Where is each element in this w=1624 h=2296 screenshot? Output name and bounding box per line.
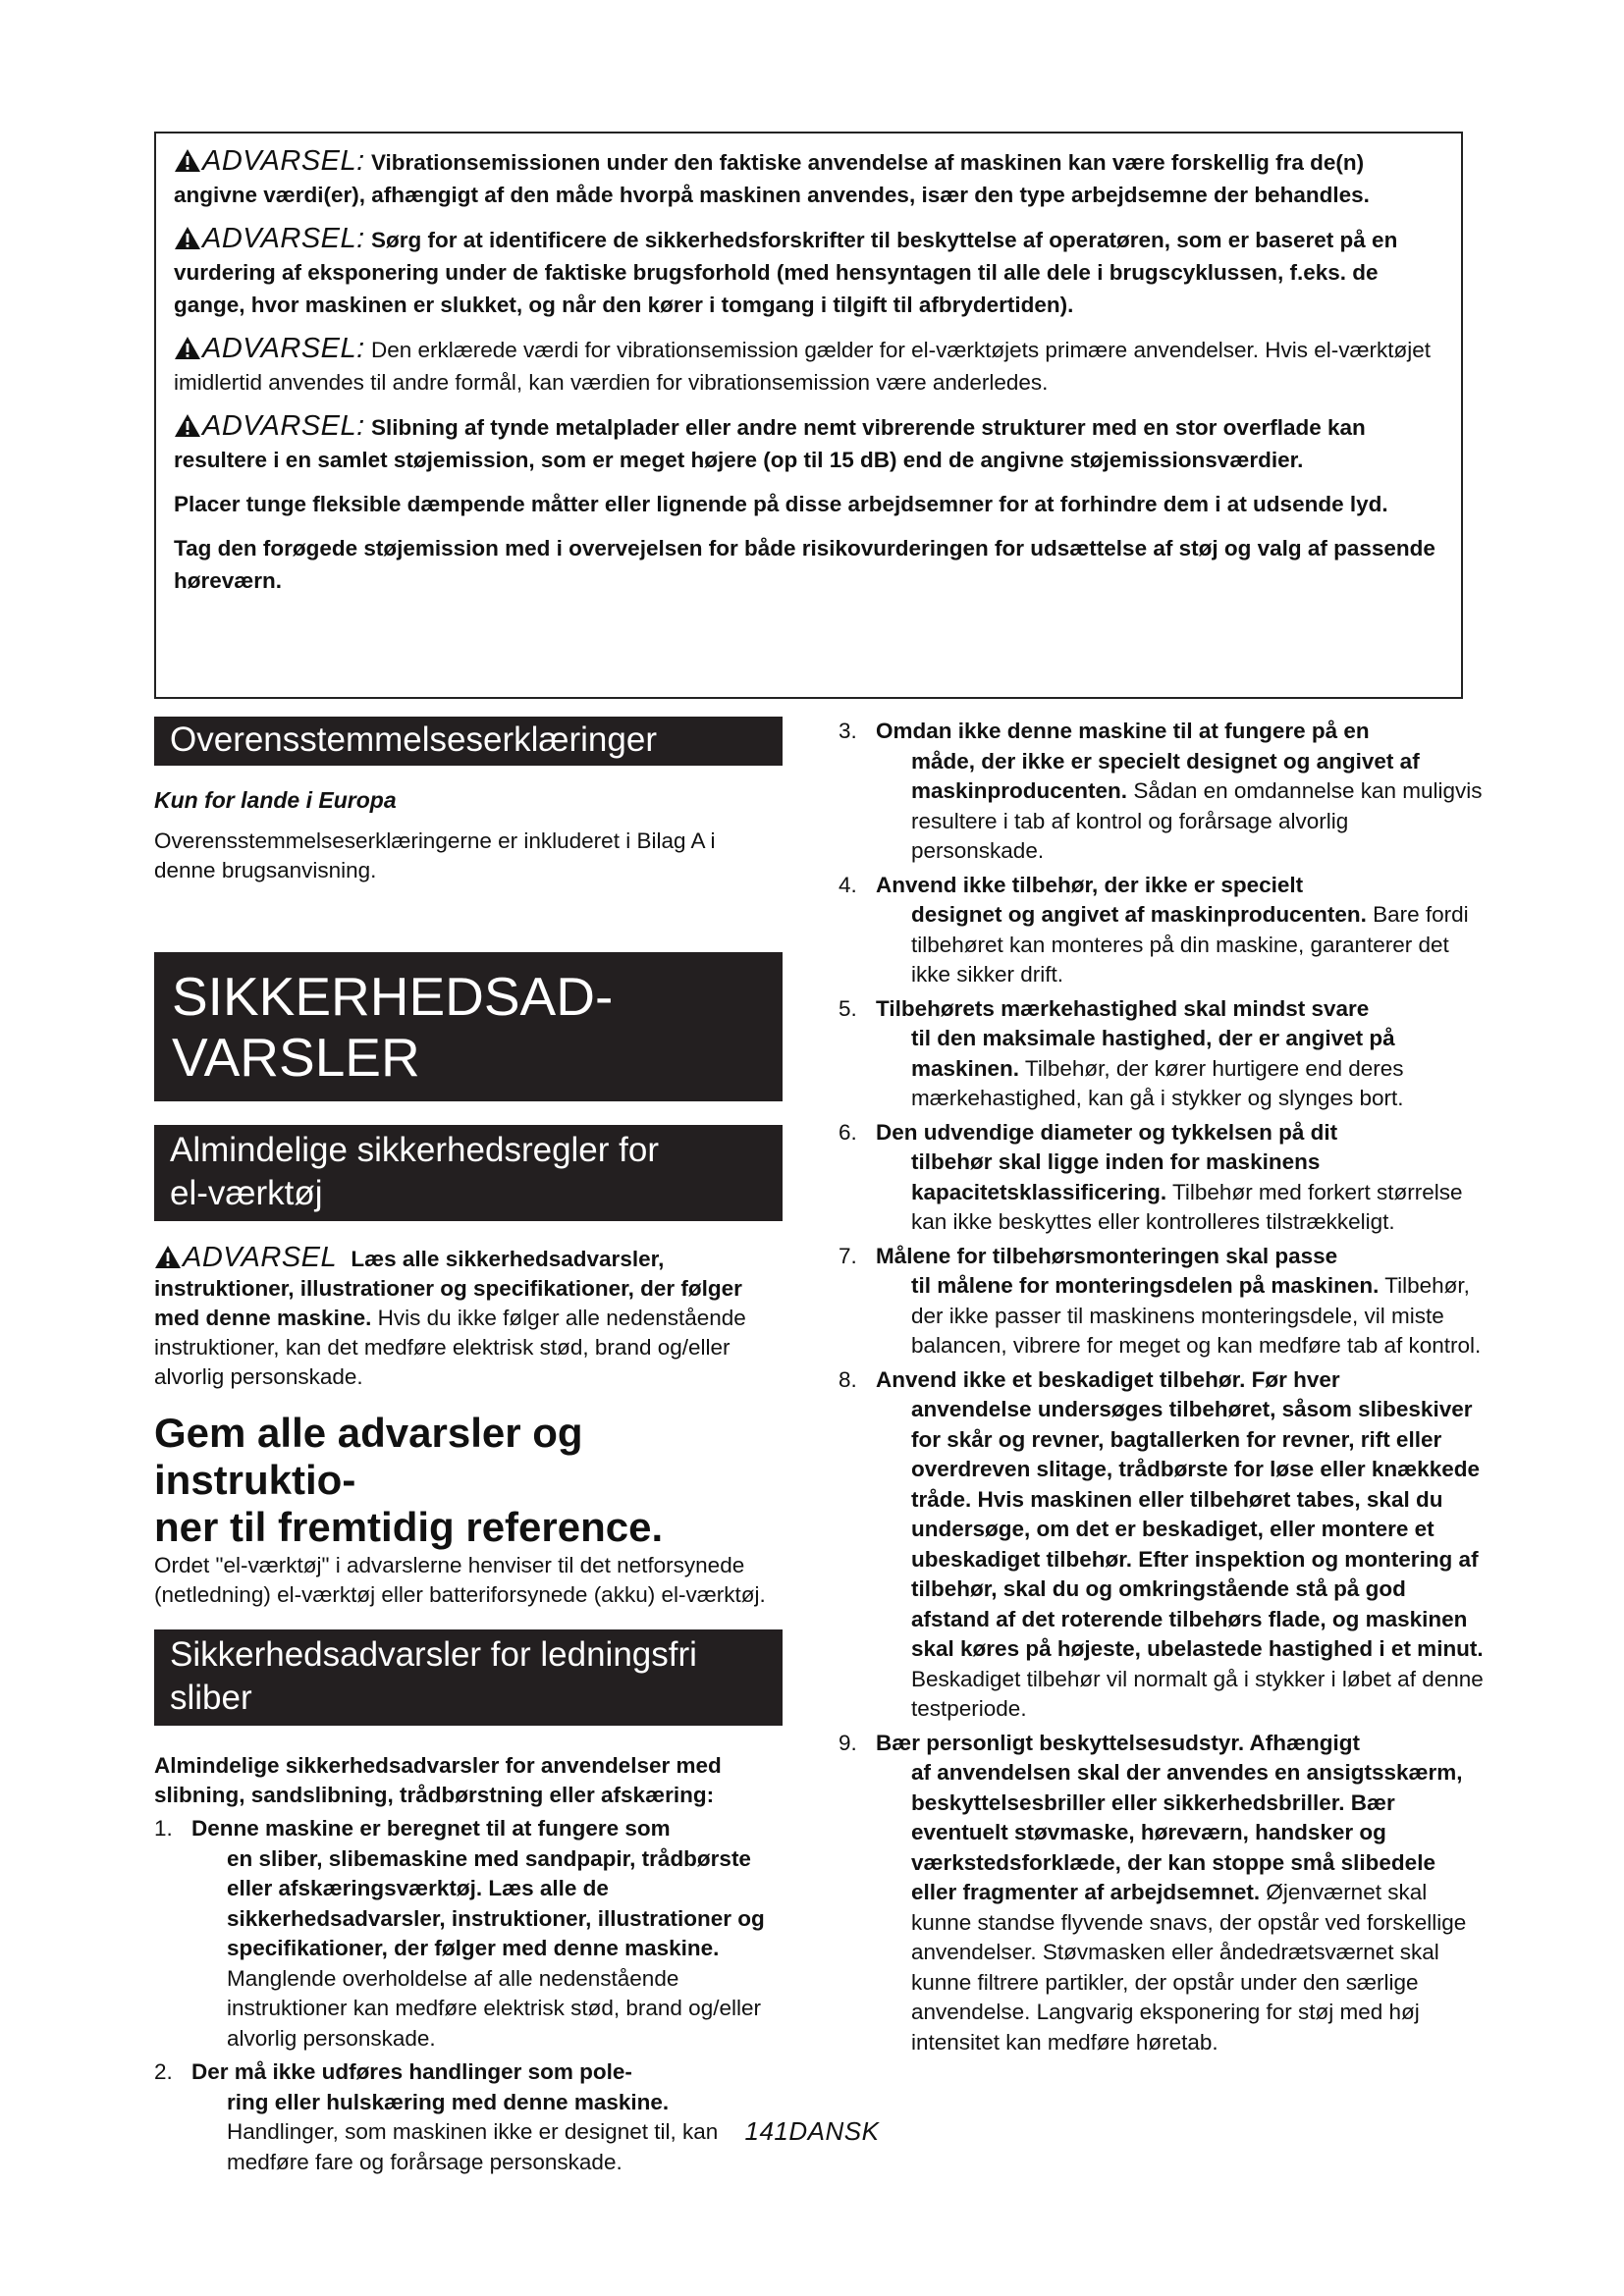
item-text: Bare fordi tilbehøret kan monteres på din maskine, garanterer det ikke sikker drift. — [911, 902, 1469, 987]
item-bold-text: ring eller hulskæring med denne maskine. — [227, 2089, 670, 2114]
list-item — [839, 1242, 1487, 1362]
general-rules-heading — [154, 1125, 783, 1221]
warning-triangle-icon — [174, 148, 201, 173]
page-footer: 141DANSK — [744, 2116, 880, 2146]
item-number: 9. — [839, 1730, 857, 1755]
warning-triangle-icon — [154, 1245, 182, 1269]
warning-para-2: Tag den forøgede støjemission med i overvejelsen for både risikovurderingen for udsættelse af støj og valg af passende høreværn. — [174, 536, 1435, 593]
list-item — [839, 1365, 1487, 1725]
general-warning-text: Hvis du ikke følger alle nedenstående instruktioner, kan det medføre elektrisk stød, brand og/eller alvorlig personskade. — [154, 1306, 746, 1389]
item-first-line: Omdan ikke denne maskine til at fungere på en — [876, 719, 1370, 743]
item-text: Beskadiget tilbehør vil normalt gå i stykker i løbet af denne testperiode. — [911, 1666, 1484, 1721]
cordless-grinder-heading — [154, 1629, 783, 1726]
item-first-line: Bær personligt beskyttelsesudstyr. Afhængigt — [876, 1730, 1361, 1755]
item-number: 4. — [839, 872, 857, 897]
warning-label: ADVARSEL: — [202, 223, 365, 254]
item-bold-text: tilbehør skal ligge inden for maskinens kapacitetsklassificering. — [911, 1149, 1321, 1204]
item-text: Tilbehør, der ikke passer til maskinens monteringsdele, vil miste balancen, vibrere for meget og kan medføre tab af kontrol. — [911, 1273, 1482, 1358]
cordless-heading-line-1: Sikkerhedsadvarsler for ledningsfri — [170, 1635, 697, 1674]
cordless-heading-line-2: sliber — [170, 1679, 252, 1717]
item-text: Tilbehør, der kører hurtigere end deres mærkehastighed, kan gå i stykker og slynges bort. — [911, 1055, 1404, 1110]
item-first-line: Denne maskine er beregnet til at fungere som — [191, 1816, 671, 1841]
item-first-line: Der må ikke udføres handlinger som pole- — [191, 2059, 632, 2084]
item-first-line: Anvend ikke tilbehør, der ikke er specielt — [876, 872, 1304, 897]
conformity-text: Overensstemmelseserklæringerne er inkluderet i Bilag A i denne brugsanvisning. — [154, 828, 716, 882]
item-first-line: Anvend ikke et beskadiget tilbehør. Før hver — [876, 1366, 1340, 1392]
warning-3 — [174, 333, 1445, 399]
item-bold-text: designet og angivet af maskinproducenten. — [911, 902, 1367, 927]
keep-heading-line-2: ner til fremtidig reference. — [154, 1504, 664, 1550]
item-number: 1. — [154, 1816, 173, 1841]
left-column — [154, 717, 783, 2181]
warning-para-1: Placer tunge fleksible dæmpende måtter eller lignende på disse arbejdsemner for at forhindre dem i at udsende lyd. — [174, 492, 1388, 516]
warning-4 — [174, 410, 1445, 476]
warning-text: Slibning af tynde metalplader eller andre nemt vibrerende strukturer med en stor overflade kan resultere i en samlet støjemission, som er meget højere (op til 15 dB) end de angivne støjemissionsværdier. — [174, 415, 1366, 472]
warning-label: ADVARSEL: — [202, 145, 365, 177]
warning-triangle-icon — [174, 226, 201, 250]
warning-2 — [174, 223, 1445, 321]
warning-text: Den erklærede værdi for vibrationsemission gælder for el-værktøjets primære anvendelser. Hvis el-værktøjet imidlertid anvendes til andre formål, kan værdien for vibrationsemission være anderledes. — [174, 338, 1432, 395]
item-number: 5. — [839, 995, 857, 1021]
warning-triangle-icon — [174, 413, 201, 438]
item-number: 3. — [839, 719, 857, 743]
list-item — [839, 871, 1487, 990]
warning-text: Vibrationsemissionen under den faktiske anvendelse af maskinen kan være forskellig fra de(n) angivne værdi(er), afhængigt af den måde hvorpå maskinen anvendes, især den type arbejdsemne der behandles. — [174, 150, 1370, 207]
item-bold-text: til målene for monteringsdelen på maskinen. — [911, 1273, 1380, 1298]
item-text: Handlinger, som maskinen ikke er designet til, kan medføre fare og forårsage personskade. — [227, 2119, 719, 2174]
safety-heading-line-1: SIKKERHEDSAD- — [172, 966, 614, 1027]
item-number: 6. — [839, 1119, 857, 1145]
general-heading-line-1: Almindelige sikkerhedsregler for — [170, 1131, 659, 1169]
item-text: Manglende overholdelse af alle nedenstående instruktioner kan medføre elektrisk stød, brand og/eller alvorlig personskade. — [227, 1965, 761, 2051]
general-warning-bold: Læs alle sikkerhedsadvarsler, instruktioner, illustrationer og specifikationer, der følger med denne maskine. — [154, 1247, 742, 1330]
list-item — [839, 1118, 1487, 1238]
general-warning — [154, 1243, 783, 1392]
keep-instructions-heading — [154, 1410, 783, 1551]
general-warning-label: ADVARSEL — [183, 1242, 338, 1273]
right-column — [839, 717, 1487, 2061]
item-bold-text: en sliber, slibemaskine med sandpapir, trådbørste eller afskæringsværktøj. Læs alle de sikkerhedsadvarsler, instruktioner, illustrationer og specifikationer, der følger med denne maskine. — [227, 1845, 765, 1960]
list-item — [154, 1814, 783, 2054]
item-text: Tilbehør med forkert størrelse kan ikke beskyttes eller kontrolleres tilstrækkeligt. — [911, 1179, 1463, 1234]
common-warnings-intro: Almindelige sikkerhedsadvarsler for anvendelser med slibning, sandslibning, trådbørstning eller afskæring: — [154, 1753, 722, 1807]
general-heading-line-2: el-værktøj — [170, 1174, 323, 1212]
list-item — [839, 717, 1487, 867]
item-first-line: Den udvendige diameter og tykkelsen på dit — [876, 1119, 1338, 1145]
warning-box — [154, 132, 1463, 699]
item-number: 8. — [839, 1366, 857, 1392]
right-numbered-list — [839, 717, 1487, 2057]
safety-warnings-heading — [154, 952, 783, 1101]
item-bold-text: måde, der ikke er specielt designet og angivet af maskinproducenten. — [911, 748, 1420, 803]
item-text: Sådan en omdannelse kan muligvis resultere i tab af kontrol og forårsage alvorlig personskade. — [911, 778, 1483, 863]
warning-text: Sørg for at identificere de sikkerhedsforskrifter til beskyttelse af operatøren, som er baseret på en vurdering af eksponering under de faktiske brugsforhold (med hensyntagen til alle dele i brugscyklussen, f.eks. de gange, hvor maskinen er slukket, og når den kører i tomgang i tilgift til afbrydertiden). — [174, 228, 1398, 317]
warning-1 — [174, 145, 1445, 211]
list-item — [839, 994, 1487, 1114]
item-bold-text: til den maksimale hastighed, der er angivet på maskinen. — [911, 1026, 1395, 1081]
warning-label: ADVARSEL: — [202, 410, 365, 442]
item-number: 7. — [839, 1243, 857, 1268]
item-bold-text: af anvendelsen skal der anvendes en ansigtsskærm, beskyttelsesbriller eller sikkerhedsbriller. Bær eventuelt støvmaske, høreværn, handsker og værkstedsforklæde, der kan stoppe små slibedele eller fragmenter af arbejdsemnet. — [911, 1760, 1463, 1904]
item-bold-text: anvendelse undersøges tilbehøret, såsom slibeskiver for skår og revner, bagtallerken for revner, rift eller overdreven slitage, trådbørste for løse eller knækkede tråde. Hvis maskinen eller tilbehøret tabes, skal du undersøge, om det er beskadiget, eller montere et ubeskadiget tilbehør. Efter inspektion og montering af tilbehør, skal du og omkringstående stå på god afstand af det roterende tilbehørs flade, og maskinen skal køres på højeste, ubelastede hastighed i et minut. — [911, 1397, 1484, 1661]
keep-heading-line-1: Gem alle advarsler og instruktio- — [154, 1410, 583, 1503]
item-number: 2. — [154, 2059, 173, 2084]
item-first-line: Tilbehørets mærkehastighed skal mindst svare — [876, 995, 1370, 1021]
item-text: Øjenværnet skal kunne standse flyvende snavs, der opstår ved forskellige anvendelser. Støvmasken eller åndedrætsværnet skal kunne filtrere partikler, der opstår under den særlige anvendelse. Langvarig eksponering for støj med høj intensitet kan medføre høretab. — [911, 1880, 1467, 2055]
safety-heading-line-2: VARSLER — [172, 1027, 420, 1088]
list-item — [839, 1729, 1487, 2058]
item-first-line: Målene for tilbehørsmonteringen skal passe — [876, 1243, 1338, 1268]
europe-only-label: Kun for lande i Europa — [154, 787, 397, 813]
warning-triangle-icon — [174, 336, 201, 360]
conformity-heading: Overensstemmelseserklæringer — [154, 717, 783, 766]
warning-label: ADVARSEL: — [202, 333, 365, 364]
power-tool-definition: Ordet "el-værktøj" i advarslerne henviser til det netforsynede (netledning) el-værktøj eller batteriforsynede (akku) el-værktøj. — [154, 1553, 766, 1607]
